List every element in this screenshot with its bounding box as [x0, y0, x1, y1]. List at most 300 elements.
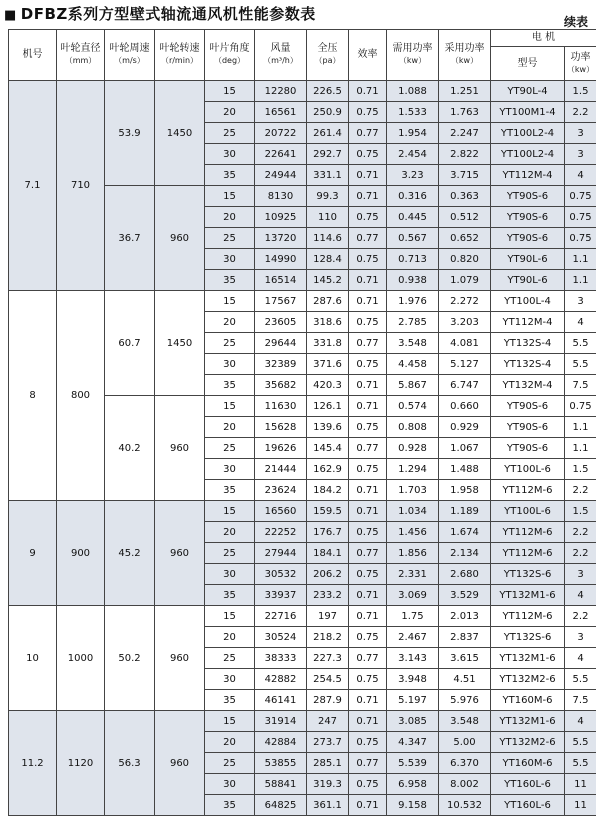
adopted-power-cell: 3.715	[439, 165, 491, 186]
pressure-cell: 206.2	[307, 564, 349, 585]
motor-model-cell: YT160L-6	[491, 795, 565, 816]
adopted-power-cell: 5.127	[439, 354, 491, 375]
airflow-cell: 17567	[255, 291, 307, 312]
pressure-cell: 287.9	[307, 690, 349, 711]
adopted-power-cell: 0.512	[439, 207, 491, 228]
pressure-cell: 420.3	[307, 375, 349, 396]
blade-angle-cell: 25	[205, 438, 255, 459]
efficiency-cell: 0.71	[349, 480, 387, 501]
motor-power-cell: 11	[565, 795, 596, 816]
airflow-cell: 53855	[255, 753, 307, 774]
airflow-cell: 19626	[255, 438, 307, 459]
blade-angle-cell: 35	[205, 480, 255, 501]
header-motor-power-unit: （kw）	[566, 64, 595, 74]
airflow-cell: 14990	[255, 249, 307, 270]
peripheral-speed-cell: 50.2	[105, 606, 155, 711]
header-motor: 电 机	[491, 30, 596, 47]
airflow-cell: 32389	[255, 354, 307, 375]
motor-model-cell: YT100L2-4	[491, 123, 565, 144]
adopted-power-cell: 3.203	[439, 312, 491, 333]
header-rotation-speed	[155, 30, 205, 81]
pressure-cell: 197	[307, 606, 349, 627]
adopted-power-cell: 0.660	[439, 396, 491, 417]
pressure-cell: 250.9	[307, 102, 349, 123]
efficiency-cell: 0.71	[349, 585, 387, 606]
blade-angle-cell: 25	[205, 333, 255, 354]
peripheral-speed-cell: 56.3	[105, 711, 155, 816]
airflow-cell: 22252	[255, 522, 307, 543]
required-power-cell: 5.539	[387, 753, 439, 774]
required-power-cell: 0.928	[387, 438, 439, 459]
motor-power-cell: 3	[565, 627, 596, 648]
efficiency-cell: 0.71	[349, 270, 387, 291]
adopted-power-cell: 1.958	[439, 480, 491, 501]
peripheral-speed-cell: 45.2	[105, 501, 155, 606]
adopted-power-cell: 2.272	[439, 291, 491, 312]
efficiency-cell: 0.75	[349, 354, 387, 375]
required-power-cell: 0.938	[387, 270, 439, 291]
motor-model-cell: YT90L-6	[491, 249, 565, 270]
motor-power-cell: 11	[565, 774, 596, 795]
header-motor-power-label: 功率	[570, 51, 591, 63]
required-power-cell: 1.034	[387, 501, 439, 522]
table-row	[9, 711, 596, 732]
motor-model-cell: YT90S-6	[491, 438, 565, 459]
motor-model-cell: YT132M2-6	[491, 732, 565, 753]
efficiency-cell: 0.75	[349, 144, 387, 165]
efficiency-cell: 0.77	[349, 543, 387, 564]
adopted-power-cell: 2.822	[439, 144, 491, 165]
motor-model-cell: YT90S-6	[491, 207, 565, 228]
airflow-cell: 42884	[255, 732, 307, 753]
motor-power-cell: 5.5	[565, 333, 596, 354]
header-airflow-unit: （m³/h）	[263, 56, 298, 65]
adopted-power-cell: 1.189	[439, 501, 491, 522]
motor-power-cell: 5.5	[565, 354, 596, 375]
motor-model-cell: YT112M-4	[491, 165, 565, 186]
header-required-power-unit: （kw）	[398, 56, 427, 65]
header-total-pressure-label: 全压	[317, 43, 338, 54]
performance-table	[8, 29, 596, 816]
blade-angle-cell: 25	[205, 648, 255, 669]
efficiency-cell: 0.77	[349, 753, 387, 774]
required-power-cell: 2.785	[387, 312, 439, 333]
efficiency-cell: 0.75	[349, 564, 387, 585]
airflow-cell: 12280	[255, 81, 307, 102]
adopted-power-cell: 4.51	[439, 669, 491, 690]
pressure-cell: 273.7	[307, 732, 349, 753]
adopted-power-cell: 2.680	[439, 564, 491, 585]
adopted-power-cell: 6.747	[439, 375, 491, 396]
airflow-cell: 29644	[255, 333, 307, 354]
efficiency-cell: 0.71	[349, 165, 387, 186]
motor-power-cell: 5.5	[565, 669, 596, 690]
motor-model-cell: YT100L-4	[491, 291, 565, 312]
airflow-cell: 13720	[255, 228, 307, 249]
required-power-cell: 5.867	[387, 375, 439, 396]
bullet-icon: ■	[4, 8, 17, 23]
adopted-power-cell: 1.067	[439, 438, 491, 459]
header-airflow-label: 风量	[270, 43, 291, 54]
efficiency-cell: 0.75	[349, 774, 387, 795]
header-impeller-diameter	[57, 30, 105, 81]
airflow-cell: 35682	[255, 375, 307, 396]
page-title	[4, 3, 316, 24]
blade-angle-cell: 20	[205, 732, 255, 753]
efficiency-cell: 0.75	[349, 207, 387, 228]
required-power-cell: 4.347	[387, 732, 439, 753]
motor-model-cell: YT90L-4	[491, 81, 565, 102]
blade-angle-cell: 25	[205, 228, 255, 249]
required-power-cell: 0.713	[387, 249, 439, 270]
pressure-cell: 126.1	[307, 396, 349, 417]
header-required-power	[387, 30, 439, 81]
motor-power-cell: 3	[565, 123, 596, 144]
efficiency-cell: 0.71	[349, 186, 387, 207]
efficiency-cell: 0.71	[349, 291, 387, 312]
adopted-power-cell: 1.251	[439, 81, 491, 102]
diameter-cell: 1000	[57, 606, 105, 711]
required-power-cell: 2.467	[387, 627, 439, 648]
motor-power-cell: 0.75	[565, 228, 596, 249]
adopted-power-cell: 4.081	[439, 333, 491, 354]
adopted-power-cell: 1.488	[439, 459, 491, 480]
adopted-power-cell: 0.929	[439, 417, 491, 438]
motor-power-cell: 2.2	[565, 102, 596, 123]
header-blade-angle	[205, 30, 255, 81]
rpm-cell: 960	[155, 396, 205, 501]
blade-angle-cell: 20	[205, 312, 255, 333]
required-power-cell: 3.948	[387, 669, 439, 690]
airflow-cell: 16561	[255, 102, 307, 123]
rpm-cell: 960	[155, 501, 205, 606]
pressure-cell: 176.7	[307, 522, 349, 543]
motor-model-cell: YT132M-4	[491, 375, 565, 396]
machine-no-cell: 7.1	[9, 81, 57, 291]
blade-angle-cell: 15	[205, 501, 255, 522]
required-power-cell: 0.808	[387, 417, 439, 438]
efficiency-cell: 0.75	[349, 249, 387, 270]
pressure-cell: 254.5	[307, 669, 349, 690]
peripheral-speed-cell: 36.7	[105, 186, 155, 291]
motor-power-cell: 3	[565, 564, 596, 585]
header-adopted-power	[439, 30, 491, 81]
pressure-cell: 145.2	[307, 270, 349, 291]
airflow-cell: 58841	[255, 774, 307, 795]
pressure-cell: 233.2	[307, 585, 349, 606]
efficiency-cell: 0.75	[349, 312, 387, 333]
adopted-power-cell: 2.837	[439, 627, 491, 648]
motor-model-cell: YT90S-6	[491, 228, 565, 249]
table-row	[9, 291, 596, 312]
header-row	[9, 30, 596, 47]
required-power-cell: 2.454	[387, 144, 439, 165]
airflow-cell: 24944	[255, 165, 307, 186]
required-power-cell: 1.533	[387, 102, 439, 123]
blade-angle-cell: 35	[205, 585, 255, 606]
required-power-cell: 1.456	[387, 522, 439, 543]
pressure-cell: 247	[307, 711, 349, 732]
blade-angle-cell: 25	[205, 543, 255, 564]
airflow-cell: 22716	[255, 606, 307, 627]
adopted-power-cell: 2.134	[439, 543, 491, 564]
adopted-power-cell: 1.079	[439, 270, 491, 291]
adopted-power-cell: 2.013	[439, 606, 491, 627]
motor-model-cell: YT112M-6	[491, 522, 565, 543]
motor-power-cell: 5.5	[565, 753, 596, 774]
header-total-pressure-unit: （pa）	[314, 56, 341, 65]
motor-power-cell: 2.2	[565, 522, 596, 543]
motor-model-cell: YT132S-4	[491, 354, 565, 375]
blade-angle-cell: 25	[205, 123, 255, 144]
header-motor-model: 型号	[491, 47, 565, 81]
required-power-cell: 1.088	[387, 81, 439, 102]
required-power-cell: 0.574	[387, 396, 439, 417]
motor-power-cell: 0.75	[565, 396, 596, 417]
motor-power-cell: 3	[565, 291, 596, 312]
blade-angle-cell: 30	[205, 249, 255, 270]
motor-power-cell: 3	[565, 144, 596, 165]
pressure-cell: 331.1	[307, 165, 349, 186]
required-power-cell: 0.316	[387, 186, 439, 207]
airflow-cell: 23624	[255, 480, 307, 501]
header-motor-power	[565, 47, 596, 81]
motor-model-cell: YT100L-6	[491, 501, 565, 522]
blade-angle-cell: 30	[205, 459, 255, 480]
header-blade-angle-label: 叶片角度	[209, 43, 250, 54]
machine-no-cell: 11.2	[9, 711, 57, 816]
blade-angle-cell: 30	[205, 669, 255, 690]
motor-power-cell: 5.5	[565, 732, 596, 753]
motor-model-cell: YT132M2-6	[491, 669, 565, 690]
motor-model-cell: YT160M-6	[491, 690, 565, 711]
header-required-power-label: 需用功率	[392, 43, 433, 54]
motor-model-cell: YT112M-6	[491, 606, 565, 627]
efficiency-cell: 0.71	[349, 606, 387, 627]
required-power-cell: 3.548	[387, 333, 439, 354]
blade-angle-cell: 15	[205, 291, 255, 312]
pressure-cell: 218.2	[307, 627, 349, 648]
blade-angle-cell: 30	[205, 774, 255, 795]
pressure-cell: 287.6	[307, 291, 349, 312]
diameter-cell: 900	[57, 501, 105, 606]
pressure-cell: 371.6	[307, 354, 349, 375]
motor-power-cell: 4	[565, 648, 596, 669]
pressure-cell: 261.4	[307, 123, 349, 144]
motor-model-cell: YT132M1-6	[491, 648, 565, 669]
airflow-cell: 8130	[255, 186, 307, 207]
adopted-power-cell: 0.820	[439, 249, 491, 270]
title-text: DFBZ系列方型壁式轴流通风机性能参数表	[20, 5, 316, 23]
required-power-cell: 4.458	[387, 354, 439, 375]
required-power-cell: 1.954	[387, 123, 439, 144]
motor-model-cell: YT132S-6	[491, 564, 565, 585]
required-power-cell: 3.085	[387, 711, 439, 732]
motor-model-cell: YT90S-6	[491, 396, 565, 417]
diameter-cell: 800	[57, 291, 105, 501]
blade-angle-cell: 20	[205, 207, 255, 228]
motor-power-cell: 2.2	[565, 480, 596, 501]
table-row	[9, 501, 596, 522]
motor-power-cell: 1.5	[565, 81, 596, 102]
efficiency-cell: 0.71	[349, 81, 387, 102]
pressure-cell: 227.3	[307, 648, 349, 669]
header-adopted-power-unit: （kw）	[450, 56, 479, 65]
blade-angle-cell: 20	[205, 627, 255, 648]
required-power-cell: 1.75	[387, 606, 439, 627]
motor-model-cell: YT100M1-4	[491, 102, 565, 123]
motor-power-cell: 1.1	[565, 417, 596, 438]
peripheral-speed-cell: 53.9	[105, 81, 155, 186]
pressure-cell: 162.9	[307, 459, 349, 480]
efficiency-cell: 0.75	[349, 102, 387, 123]
pressure-cell: 331.8	[307, 333, 349, 354]
airflow-cell: 20722	[255, 123, 307, 144]
pressure-cell: 159.5	[307, 501, 349, 522]
motor-power-cell: 4	[565, 585, 596, 606]
motor-power-cell: 7.5	[565, 690, 596, 711]
motor-power-cell: 1.1	[565, 270, 596, 291]
blade-angle-cell: 20	[205, 102, 255, 123]
airflow-cell: 22641	[255, 144, 307, 165]
motor-power-cell: 1.1	[565, 438, 596, 459]
airflow-cell: 33937	[255, 585, 307, 606]
required-power-cell: 0.445	[387, 207, 439, 228]
diameter-cell: 710	[57, 81, 105, 291]
blade-angle-cell: 15	[205, 711, 255, 732]
motor-model-cell: YT132M1-6	[491, 585, 565, 606]
motor-model-cell: YT90S-6	[491, 417, 565, 438]
adopted-power-cell: 8.002	[439, 774, 491, 795]
blade-angle-cell: 15	[205, 186, 255, 207]
blade-angle-cell: 15	[205, 81, 255, 102]
efficiency-cell: 0.77	[349, 648, 387, 669]
pressure-cell: 128.4	[307, 249, 349, 270]
motor-power-cell: 4	[565, 165, 596, 186]
motor-model-cell: YT132S-4	[491, 333, 565, 354]
header-rotation-speed-label: 叶轮转速	[159, 43, 200, 54]
airflow-cell: 38333	[255, 648, 307, 669]
table-row	[9, 81, 596, 102]
pressure-cell: 318.6	[307, 312, 349, 333]
motor-model-cell: YT160M-6	[491, 753, 565, 774]
required-power-cell: 0.567	[387, 228, 439, 249]
pressure-cell: 145.4	[307, 438, 349, 459]
motor-power-cell: 2.2	[565, 606, 596, 627]
required-power-cell: 1.703	[387, 480, 439, 501]
motor-power-cell: 2.2	[565, 543, 596, 564]
pressure-cell: 319.3	[307, 774, 349, 795]
header-efficiency: 效率	[349, 30, 387, 81]
pressure-cell: 226.5	[307, 81, 349, 102]
continued-label: 续表	[563, 15, 588, 29]
header-blade-angle-unit: （deg）	[213, 56, 246, 65]
header-peripheral-speed-unit: （m/s）	[114, 56, 145, 65]
motor-model-cell: YT132M1-6	[491, 711, 565, 732]
required-power-cell: 9.158	[387, 795, 439, 816]
rpm-cell: 960	[155, 711, 205, 816]
efficiency-cell: 0.71	[349, 501, 387, 522]
blade-angle-cell: 20	[205, 522, 255, 543]
rpm-cell: 1450	[155, 81, 205, 186]
peripheral-speed-cell: 60.7	[105, 291, 155, 396]
airflow-cell: 16560	[255, 501, 307, 522]
efficiency-cell: 0.71	[349, 375, 387, 396]
airflow-cell: 64825	[255, 795, 307, 816]
blade-angle-cell: 30	[205, 144, 255, 165]
motor-model-cell: YT112M-6	[491, 480, 565, 501]
motor-power-cell: 7.5	[565, 375, 596, 396]
pressure-cell: 110	[307, 207, 349, 228]
motor-model-cell: YT132S-6	[491, 627, 565, 648]
adopted-power-cell: 2.247	[439, 123, 491, 144]
adopted-power-cell: 0.652	[439, 228, 491, 249]
blade-angle-cell: 25	[205, 753, 255, 774]
header-rotation-speed-unit: （r/min）	[160, 56, 199, 65]
airflow-cell: 15628	[255, 417, 307, 438]
required-power-cell: 5.197	[387, 690, 439, 711]
blade-angle-cell: 30	[205, 354, 255, 375]
diameter-cell: 1120	[57, 711, 105, 816]
adopted-power-cell: 5.00	[439, 732, 491, 753]
header-machine-no: 机号	[9, 30, 57, 81]
machine-no-cell: 9	[9, 501, 57, 606]
motor-model-cell: YT112M-6	[491, 543, 565, 564]
required-power-cell: 1.976	[387, 291, 439, 312]
machine-no-cell: 8	[9, 291, 57, 501]
adopted-power-cell: 3.529	[439, 585, 491, 606]
efficiency-cell: 0.77	[349, 333, 387, 354]
motor-power-cell: 4	[565, 711, 596, 732]
blade-angle-cell: 35	[205, 690, 255, 711]
efficiency-cell: 0.75	[349, 417, 387, 438]
efficiency-cell: 0.75	[349, 627, 387, 648]
motor-model-cell: YT160L-6	[491, 774, 565, 795]
motor-power-cell: 1.1	[565, 249, 596, 270]
motor-power-cell: 4	[565, 312, 596, 333]
rpm-cell: 960	[155, 606, 205, 711]
blade-angle-cell: 35	[205, 375, 255, 396]
airflow-cell: 23605	[255, 312, 307, 333]
header-adopted-power-label: 采用功率	[444, 43, 485, 54]
adopted-power-cell: 1.674	[439, 522, 491, 543]
pressure-cell: 184.1	[307, 543, 349, 564]
blade-angle-cell: 35	[205, 795, 255, 816]
pressure-cell: 285.1	[307, 753, 349, 774]
adopted-power-cell: 3.615	[439, 648, 491, 669]
pressure-cell: 99.3	[307, 186, 349, 207]
adopted-power-cell: 1.763	[439, 102, 491, 123]
efficiency-cell: 0.71	[349, 795, 387, 816]
rpm-cell: 1450	[155, 291, 205, 396]
required-power-cell: 3.143	[387, 648, 439, 669]
motor-power-cell: 0.75	[565, 207, 596, 228]
header-peripheral-speed	[105, 30, 155, 81]
required-power-cell: 2.331	[387, 564, 439, 585]
required-power-cell: 1.294	[387, 459, 439, 480]
blade-angle-cell: 15	[205, 606, 255, 627]
pressure-cell: 114.6	[307, 228, 349, 249]
efficiency-cell: 0.75	[349, 732, 387, 753]
blade-angle-cell: 35	[205, 165, 255, 186]
efficiency-cell: 0.77	[349, 228, 387, 249]
table-body	[9, 30, 596, 816]
pressure-cell: 292.7	[307, 144, 349, 165]
airflow-cell: 30524	[255, 627, 307, 648]
airflow-cell: 27944	[255, 543, 307, 564]
pressure-cell: 139.6	[307, 417, 349, 438]
airflow-cell: 46141	[255, 690, 307, 711]
